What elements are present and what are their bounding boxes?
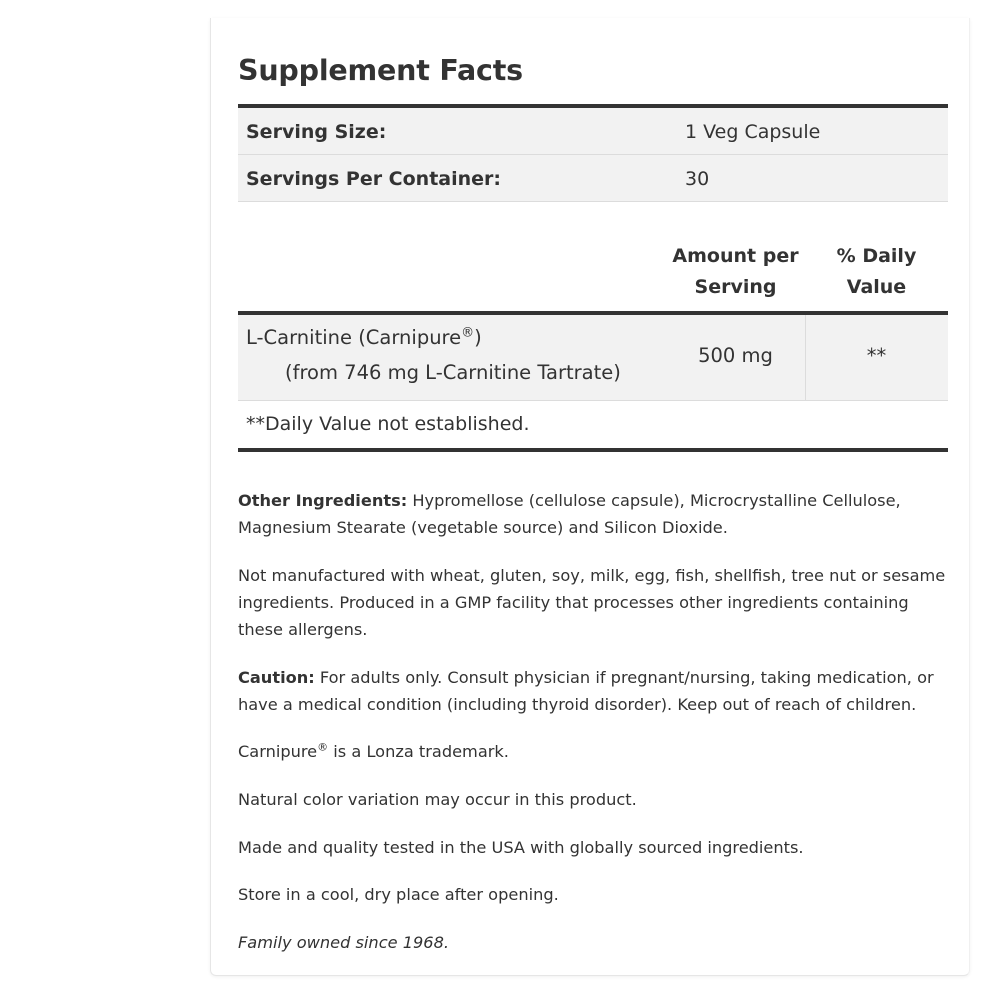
ingredient-amount: 500 mg <box>698 344 773 367</box>
page-title: Supplement Facts <box>238 54 523 87</box>
caution-text: For adults only. Consult physician if pregnant/nursing, taking medication, or have a medical condition (including thyroid disorder). Keep out of reach of children. <box>238 668 934 714</box>
ingredient-name <box>246 326 482 349</box>
amount-per-serving-header <box>668 241 803 303</box>
registered-mark: ® <box>461 325 475 341</box>
made-in-usa-note: Made and quality tested in the USA with globally sourced ingredients. <box>238 838 804 857</box>
daily-value-header <box>820 241 933 303</box>
other-ingredients <box>238 487 948 541</box>
ingredient-row <box>238 315 948 401</box>
column-divider <box>805 315 806 400</box>
trademark-registered-mark: ® <box>317 740 329 754</box>
trademark-brand: Carnipure <box>238 742 318 761</box>
amount-header-line1: Amount per <box>672 245 799 267</box>
bottom-divider <box>238 448 948 452</box>
trademark-text: is a Lonza trademark. <box>328 742 509 761</box>
caution-statement <box>238 664 948 718</box>
allergen-statement: Not manufactured with wheat, gluten, soy, milk, egg, fish, shellfish, tree nut or sesame ingredients. Produced in a GMP facility that processes other ingredients containing these allergens. <box>238 566 946 639</box>
ingredient-source: (from 746 mg L-Carnitine Tartrate) <box>285 361 621 384</box>
serving-size-row <box>238 108 948 155</box>
amount-header-line2: Serving <box>694 276 777 298</box>
family-owned-note <box>238 929 948 956</box>
other-ingredients-label: Other Ingredients: <box>238 491 408 510</box>
ingredient-name-text: L-Carnitine (Carnipure <box>246 326 462 349</box>
servings-per-container-value: 30 <box>685 168 710 190</box>
supplement-facts-panel <box>210 18 970 976</box>
color-variation-note: Natural color variation may occur in this product. <box>238 790 637 809</box>
trademark-statement <box>238 738 948 765</box>
servings-per-container-label: Servings Per Container: <box>246 168 502 190</box>
storage-note: Store in a cool, dry place after opening. <box>238 885 559 904</box>
servings-per-container-row <box>238 155 948 202</box>
ingredient-name-close: ) <box>474 326 482 349</box>
dv-header-line1: % Daily <box>836 245 917 267</box>
serving-size-value: 1 Veg Capsule <box>685 121 821 143</box>
daily-value-footnote: **Daily Value not established. <box>246 413 530 435</box>
other-ingredients-text: Hypromellose (cellulose capsule), Microcrystalline Cellulose, Magnesium Stearate (vegetable source) and Silicon Dioxide. <box>238 491 901 537</box>
family-owned-text: Family owned since 1968. <box>238 933 450 952</box>
caution-label: Caution: <box>238 668 315 687</box>
ingredient-daily-value: ** <box>866 344 887 367</box>
dv-header-line2: Value <box>846 276 907 298</box>
serving-size-label: Serving Size: <box>246 121 387 143</box>
